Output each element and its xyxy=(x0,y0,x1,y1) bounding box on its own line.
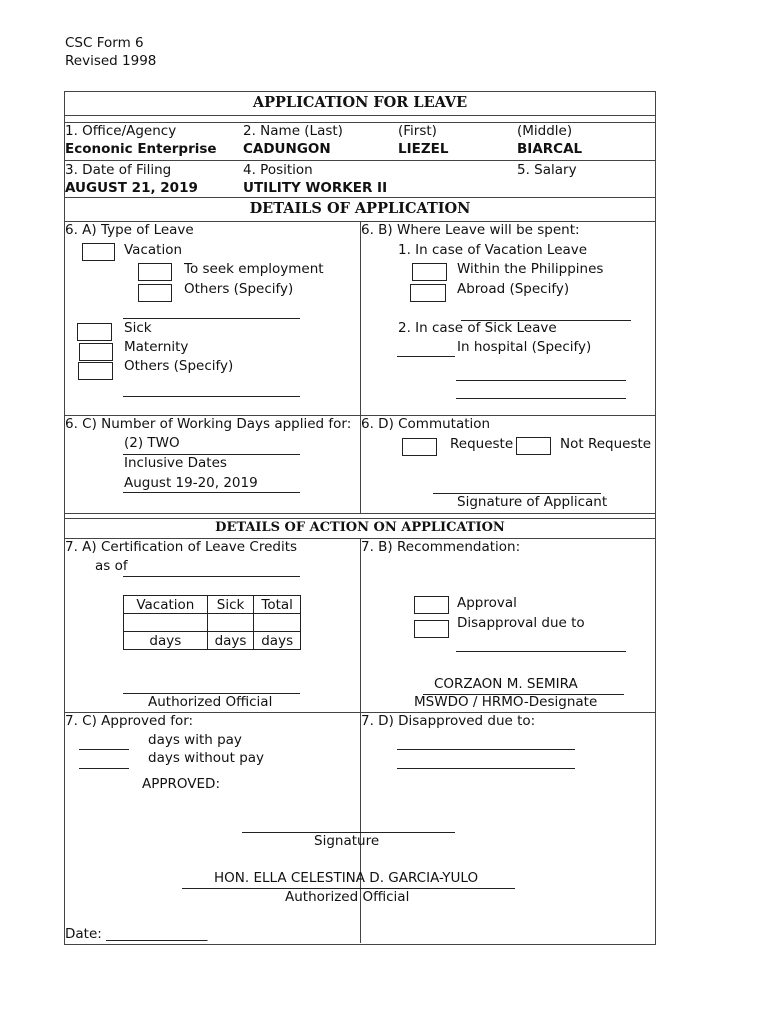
days-with-pay-label: days with pay xyxy=(148,732,242,748)
vacation-checkbox[interactable] xyxy=(82,243,115,261)
details-title: DETAILS OF APPLICATION xyxy=(249,200,471,217)
disapproval-checkbox[interactable] xyxy=(414,620,449,638)
maternity-checkbox[interactable] xyxy=(79,343,113,361)
credits-total-value[interactable] xyxy=(254,614,301,632)
recommender-name: CORZAON M. SEMIRA xyxy=(434,676,578,692)
credits-header-sick: Sick xyxy=(207,596,254,614)
hospital-specify-line-1[interactable] xyxy=(456,380,626,381)
first-name-label: (First) xyxy=(398,123,437,139)
credits-unit-vacation: days xyxy=(124,632,208,650)
within-philippines-label: Within the Philippines xyxy=(457,261,604,277)
credits-unit-total: days xyxy=(254,632,301,650)
disapproved-label: 7. D) Disapproved due to: xyxy=(361,713,536,729)
working-days-label: 6. C) Number of Working Days applied for: xyxy=(65,416,352,432)
final-signature-label: Signature xyxy=(314,833,380,849)
as-of-line[interactable] xyxy=(123,576,300,577)
certifier-label: Authorized Official xyxy=(148,694,273,710)
sick-label: Sick xyxy=(124,320,152,336)
requested-label: Requeste xyxy=(450,436,514,452)
seek-employment-label: To seek employment xyxy=(184,261,324,277)
first-name-value: LIEZEL xyxy=(398,141,449,157)
inclusive-dates-label: Inclusive Dates xyxy=(124,455,227,471)
not-requested-checkbox[interactable] xyxy=(516,437,551,455)
disapproved-line-2[interactable] xyxy=(397,768,575,769)
others-specify-line[interactable] xyxy=(123,318,300,319)
within-philippines-checkbox[interactable] xyxy=(412,263,447,281)
approver-name: HON. ELLA CELESTINA D. GARCIA-YULO xyxy=(214,870,479,886)
seek-employment-checkbox[interactable] xyxy=(138,263,172,281)
salary-label: 5. Salary xyxy=(517,162,577,178)
disapproved-line-1[interactable] xyxy=(397,749,575,750)
credits-sick-value[interactable] xyxy=(207,614,254,632)
requested-checkbox[interactable] xyxy=(402,438,437,456)
as-of-label: as of xyxy=(95,558,128,574)
middle-name-value: BIARCAL xyxy=(517,141,583,157)
days-without-pay-label: days without pay xyxy=(148,750,265,766)
vacation-label: Vacation xyxy=(124,242,183,258)
approval-label: Approval xyxy=(457,595,517,611)
last-name-value: CADUNGON xyxy=(243,141,331,157)
date-field[interactable]: Date: _______________ xyxy=(65,926,208,942)
not-requested-label: Not Requeste xyxy=(560,436,652,452)
certification-label: 7. A) Certification of Leave Credits xyxy=(65,539,298,555)
approver-title: Authorized Official xyxy=(285,889,410,905)
hospital-specify-line-2[interactable] xyxy=(456,398,626,399)
days-with-pay-blank[interactable] xyxy=(79,749,129,750)
form-title: APPLICATION FOR LEAVE xyxy=(252,94,468,111)
abroad-label: Abroad (Specify) xyxy=(457,281,570,297)
disapproval-label: Disapproval due to xyxy=(457,615,585,631)
last-name-label: 2. Name (Last) xyxy=(243,123,343,139)
others-vacation-checkbox[interactable] xyxy=(138,284,172,302)
working-days-value: (2) TWO xyxy=(124,435,180,451)
where-spent-label: 6. B) Where Leave will be spent: xyxy=(361,222,580,238)
office-label: 1. Office/Agency xyxy=(65,123,177,139)
vacation-case-label: 1. In case of Vacation Leave xyxy=(398,242,588,258)
hospital-blank[interactable] xyxy=(397,356,455,357)
sick-checkbox[interactable] xyxy=(77,323,112,341)
position-value: UTILITY WORKER II xyxy=(243,180,388,196)
in-hospital-label: In hospital (Specify) xyxy=(457,339,592,355)
days-without-pay-blank[interactable] xyxy=(79,768,129,769)
date-filing-label: 3. Date of Filing xyxy=(65,162,172,178)
date-filing-value: AUGUST 21, 2019 xyxy=(65,180,198,196)
action-title: DETAILS OF ACTION ON APPLICATION xyxy=(215,520,505,535)
recommender-designation: MSWDO / HRMO-Designate xyxy=(414,694,598,710)
approved-for-label: 7. C) Approved for: xyxy=(65,713,194,729)
form-revision: Revised 1998 xyxy=(65,53,157,69)
abroad-checkbox[interactable] xyxy=(410,284,446,302)
recommendation-label: 7. B) Recommendation: xyxy=(361,539,521,555)
sick-case-label: 2. In case of Sick Leave xyxy=(398,320,557,336)
approval-checkbox[interactable] xyxy=(414,596,449,614)
inclusive-dates-value: August 19-20, 2019 xyxy=(124,475,258,491)
position-label: 4. Position xyxy=(243,162,313,178)
others-specify-label: Others (Specify) xyxy=(184,281,294,297)
disapproval-reason-line[interactable] xyxy=(456,651,626,652)
others-specify-line-2[interactable] xyxy=(123,396,300,397)
credits-vacation-value[interactable] xyxy=(124,614,208,632)
leave-credits-table xyxy=(123,595,301,650)
approved-label: APPROVED: xyxy=(142,776,220,792)
middle-name-label: (Middle) xyxy=(517,123,573,139)
credits-header-total: Total xyxy=(254,596,301,614)
others-leave-checkbox[interactable] xyxy=(78,362,113,380)
type-of-leave-label: 6. A) Type of Leave xyxy=(65,222,194,238)
office-value: Econonic Enterprise xyxy=(65,141,217,157)
commutation-label: 6. D) Commutation xyxy=(361,416,491,432)
credits-header-vacation: Vacation xyxy=(124,596,208,614)
maternity-label: Maternity xyxy=(124,339,189,355)
others-specify-label-2: Others (Specify) xyxy=(124,358,234,374)
credits-unit-sick: days xyxy=(207,632,254,650)
form-number: CSC Form 6 xyxy=(65,35,144,51)
applicant-signature-label: Signature of Applicant xyxy=(457,494,608,510)
